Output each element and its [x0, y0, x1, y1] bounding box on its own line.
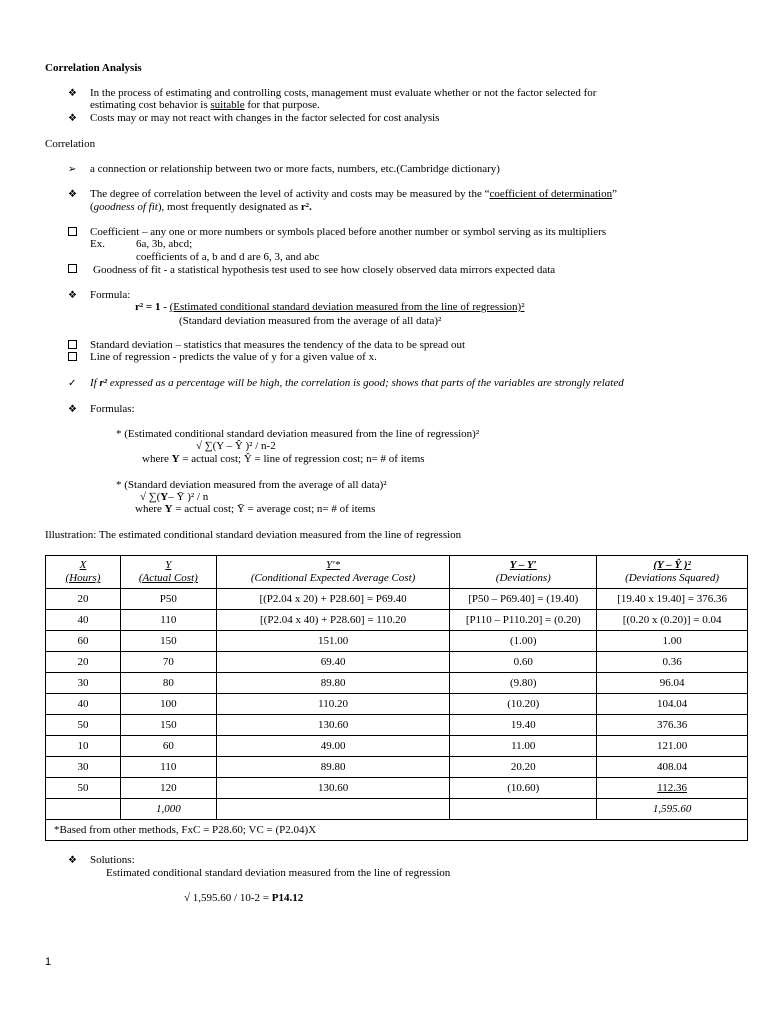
degree-text-cont: (goodness of fit), most frequently designated as r². [90, 201, 312, 213]
table-cell: 1.00 [597, 631, 748, 652]
table-cell: 60 [46, 631, 121, 652]
correlation-definition: a connection or relationship between two or more facts, numbers, etc.(Cambridge dictionary) [90, 163, 500, 175]
diamond-bullet-icon: ❖ [68, 189, 77, 200]
coefficient-example-label: Ex. [90, 238, 105, 250]
table-cell: (10.60) [450, 778, 597, 799]
table-cell: 0.60 [450, 652, 597, 673]
table-cell: (9.80) [450, 673, 597, 694]
formula-2-title: * (Standard deviation measured from the average of all data)² [116, 479, 387, 491]
table-cell: 70 [120, 652, 216, 673]
table-cell: [(P2.04 x 20) + P28.60] = P69.40 [216, 589, 450, 610]
diamond-bullet-icon: ❖ [68, 88, 77, 99]
table-cell: 100 [120, 694, 216, 715]
table-footnote: *Based from other methods, FxC = P28.60; VC = (P2.04)X [46, 820, 748, 841]
table-cell: 89.80 [216, 673, 450, 694]
table-note-row [46, 820, 748, 841]
header-deviations: Y – Y′ (Deviations) [450, 556, 597, 589]
table-row [46, 778, 748, 799]
table-cell: [P50 – P69.40] = (19.40) [450, 589, 597, 610]
table-cell: 110.20 [216, 694, 450, 715]
intro-bullet-1-cont: estimating cost behavior is suitable for that purpose. [90, 99, 320, 111]
table-cell: [(P2.04 x 40) + P28.60] = 110.20 [216, 610, 450, 631]
diamond-bullet-icon: ❖ [68, 290, 77, 301]
table-row [46, 589, 748, 610]
table-cell: 0.36 [597, 652, 748, 673]
table-cell: 121.00 [597, 736, 748, 757]
std-dev-definition: Standard deviation – statistics that measures the tendency of the data to be spread out [90, 339, 466, 351]
formula-denominator: (Standard deviation measured from the average of all data)² [179, 315, 442, 327]
formula-2-where: where Y = actual cost; Ȳ = average cost; n= # of items [135, 503, 376, 515]
illustration-table [45, 555, 748, 841]
table-row [46, 631, 748, 652]
coefficient-example-2: coefficients of a, b and d are 6, 3, and abc [136, 251, 320, 263]
intro-bullet-2: Costs may or may not react with changes in the factor selected for cost analysis [90, 112, 440, 124]
table-row [46, 694, 748, 715]
coefficient-definition: Coefficient – any one or more numbers or symbols placed before another number or symbol serving as its multipliers [90, 226, 607, 238]
formula-label: Formula: [90, 289, 131, 301]
check-bullet-icon: ✓ [68, 378, 77, 389]
formula-2-expression: √ ∑(Y– Ȳ )² / n [140, 491, 209, 503]
table-cell: 150 [120, 631, 216, 652]
arrow-bullet-icon: ➢ [68, 164, 77, 175]
regression-line-definition: Line of regression - predicts the value of y for a given value of x. [90, 351, 377, 363]
table-cell: 49.00 [216, 736, 450, 757]
table-cell: 112.36 [597, 778, 748, 799]
table-cell: P50 [120, 589, 216, 610]
formulas-label: Formulas: [90, 403, 135, 415]
table-cell: 20 [46, 652, 121, 673]
table-cell [46, 799, 121, 820]
table-cell: [19.40 x 19.40] = 376.36 [597, 589, 748, 610]
table-cell: 130.60 [216, 778, 450, 799]
table-cell: 80 [120, 673, 216, 694]
table-cell: 50 [46, 715, 121, 736]
table-cell: 408.04 [597, 757, 748, 778]
table-header-row [46, 556, 748, 589]
table-cell: 40 [46, 694, 121, 715]
formula-1-where: where Y = actual cost; Ŷ = line of regression cost; n= # of items [142, 453, 425, 465]
solutions-description: Estimated conditional standard deviation measured from the line of regression [106, 867, 451, 879]
header-y: Y (Actual Cost) [120, 556, 216, 589]
table-cell: 30 [46, 673, 121, 694]
table-cell: 19.40 [450, 715, 597, 736]
table-cell: 40 [46, 610, 121, 631]
table-cell: 89.80 [216, 757, 450, 778]
formula-numerator: r² = 1 - (Estimated conditional standard deviation measured from the line of regression)² [135, 301, 525, 313]
diamond-bullet-icon: ❖ [68, 855, 77, 866]
formula-1-title: * (Estimated conditional standard deviation measured from the line of regression)² [116, 428, 480, 440]
table-cell: 69.40 [216, 652, 450, 673]
header-y-prime: Y′* (Conditional Expected Average Cost) [216, 556, 450, 589]
table-cell: 50 [46, 778, 121, 799]
table-cell: 150 [120, 715, 216, 736]
interpretation-note: If r² expressed as a percentage will be high, the correlation is good; shows that parts of the variables are strongly related [90, 377, 624, 389]
degree-text: The degree of correlation between the level of activity and costs may be measured by the “coefficient of determination” [90, 188, 617, 200]
table-row [46, 610, 748, 631]
table-cell: 10 [46, 736, 121, 757]
coefficient-example-1: 6a, 3b, abcd; [136, 238, 193, 250]
table-total-row [46, 799, 748, 820]
solution-calculation: √ 1,595.60 / 10-2 = P14.12 [184, 892, 304, 904]
diamond-bullet-icon: ❖ [68, 113, 77, 124]
table-cell: 120 [120, 778, 216, 799]
table-cell [450, 799, 597, 820]
table-cell: 96.04 [597, 673, 748, 694]
header-deviations-squared: (Y – Ŷ )² (Deviations Squared) [597, 556, 748, 589]
table-cell: 130.60 [216, 715, 450, 736]
table-cell [216, 799, 450, 820]
table-cell: 110 [120, 757, 216, 778]
diamond-bullet-icon: ❖ [68, 404, 77, 415]
checkbox-bullet-icon [68, 264, 77, 277]
table-cell: 110 [120, 610, 216, 631]
page-title: Correlation Analysis [45, 62, 142, 74]
illustration-caption: Illustration: The estimated conditional standard deviation measured from the line of regression [45, 529, 462, 541]
total-actual-cost: 1,000 [120, 799, 216, 820]
correlation-label: Correlation [45, 138, 96, 150]
table-cell: [P110 – P110.20] = (0.20) [450, 610, 597, 631]
table-row [46, 673, 748, 694]
table-cell: 20 [46, 589, 121, 610]
table-cell: (1.00) [450, 631, 597, 652]
table-row [46, 736, 748, 757]
table-row [46, 757, 748, 778]
formula-1-expression: √ ∑(Y – Ŷ )² / n-2 [196, 440, 276, 452]
page-number: 1 [45, 956, 52, 968]
intro-bullet-1: In the process of estimating and controlling costs, management must evaluate whether or not the factor selected for [90, 87, 597, 99]
goodness-of-fit-definition: Goodness of fit - a statistical hypothesis test used to see how closely observed data mirrors expected data [93, 264, 556, 276]
table-cell: 104.04 [597, 694, 748, 715]
table-row [46, 652, 748, 673]
table-cell: 20.20 [450, 757, 597, 778]
checkbox-bullet-icon [68, 352, 77, 365]
table-cell: [(0.20 x (0.20)] = 0.04 [597, 610, 748, 631]
table-row [46, 715, 748, 736]
total-deviations-squared: 1,595.60 [597, 799, 748, 820]
table-cell: 151.00 [216, 631, 450, 652]
solutions-label: Solutions: [90, 854, 135, 866]
table-cell: 60 [120, 736, 216, 757]
table-cell: 30 [46, 757, 121, 778]
checkbox-bullet-icon [68, 227, 77, 240]
table-cell: 376.36 [597, 715, 748, 736]
header-x: X (Hours) [46, 556, 121, 589]
table-cell: (10.20) [450, 694, 597, 715]
table-cell: 11.00 [450, 736, 597, 757]
